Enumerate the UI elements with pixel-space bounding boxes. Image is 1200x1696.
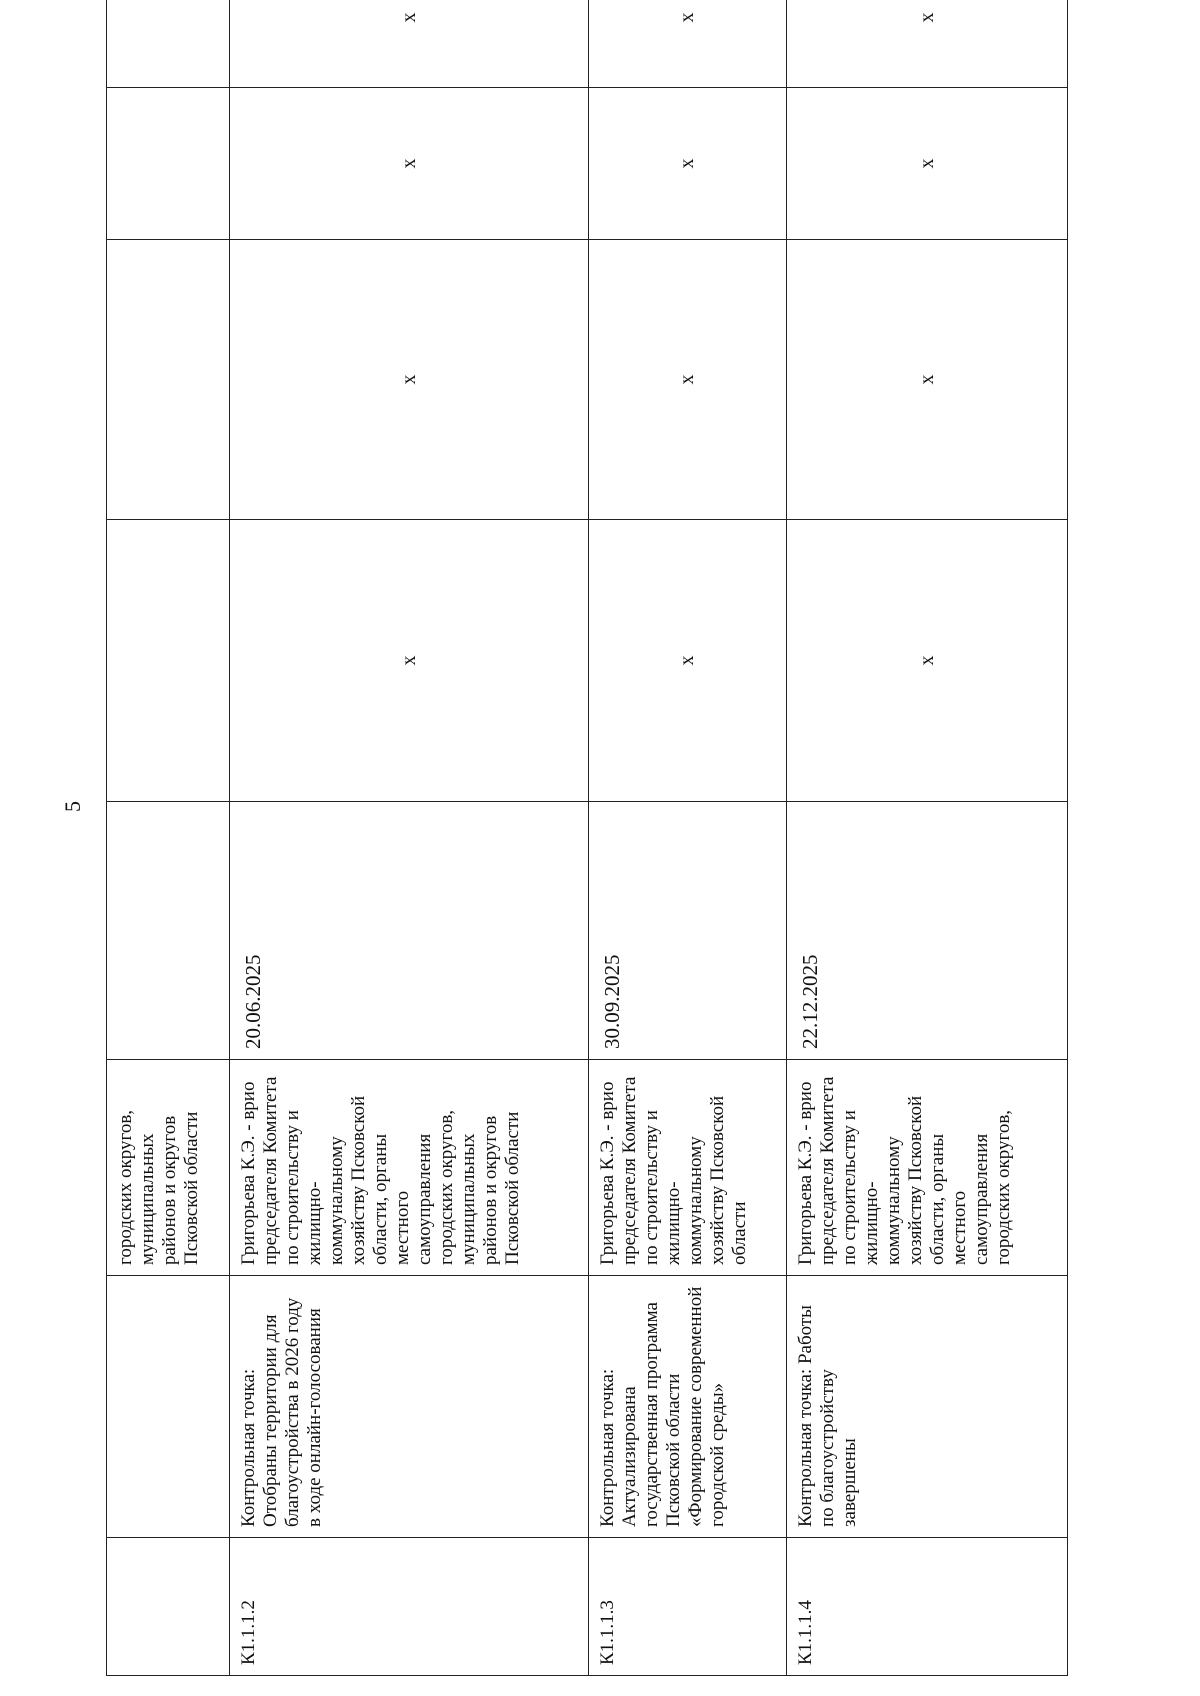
mark-cell: x bbox=[229, 520, 588, 802]
title-cell: Контрольная точка: Работы по благоустройству завершены bbox=[787, 1276, 1068, 1538]
mark-cell: x bbox=[787, 0, 1068, 88]
mark-cell: x bbox=[229, 240, 588, 520]
responsible-cell: Григорьева К.Э. - врио председателя Комитета по строительству и жилищно- коммунальному хозяйству Псковской области, органы местного самоуправления городских округов, муниципальных районов и округов Псковской области bbox=[229, 1060, 588, 1276]
page-number: 5 bbox=[60, 801, 85, 812]
title-cell bbox=[107, 1276, 230, 1538]
mark-cell: x bbox=[787, 88, 1068, 240]
date-cell: 20.06.2025 bbox=[229, 802, 588, 1060]
responsible-cell: Григорьева К.Э. - врио председателя Комитета по строительству и жилищно- коммунальному хозяйству Псковской области bbox=[588, 1060, 786, 1276]
mark-cell bbox=[107, 240, 230, 520]
mark-cell: x bbox=[229, 0, 588, 88]
code-cell: К1.1.1.3 bbox=[588, 1538, 786, 1676]
mark-cell: x bbox=[588, 240, 786, 520]
date-cell: 30.09.2025 bbox=[588, 802, 786, 1060]
title-cell: Контрольная точка: Отобраны территории для благоустройства в 2026 году в ходе онлайн-голосования bbox=[229, 1276, 588, 1538]
title-cell: Контрольная точка: Актуализирована государственная программа Псковской области «Формирование современной городской среды» bbox=[588, 1276, 786, 1538]
code-cell bbox=[107, 1538, 230, 1676]
date-cell bbox=[107, 802, 230, 1060]
responsible-cell: Григорьева К.Э. - врио председателя Комитета по строительству и жилищно- коммунальному хозяйству Псковской области, органы местного самоуправления городских округов, bbox=[787, 1060, 1068, 1276]
control-points-table bbox=[106, 0, 1068, 1676]
code-cell: К1.1.1.2 bbox=[229, 1538, 588, 1676]
mark-cell bbox=[107, 520, 230, 802]
table-row bbox=[787, 0, 1068, 1676]
date-cell: 22.12.2025 bbox=[787, 802, 1068, 1060]
mark-cell bbox=[107, 88, 230, 240]
mark-cell: x bbox=[787, 240, 1068, 520]
mark-cell: x bbox=[588, 88, 786, 240]
table-row bbox=[229, 0, 588, 1676]
table-row-continued bbox=[107, 0, 230, 1676]
mark-cell: x bbox=[787, 520, 1068, 802]
mark-cell: x bbox=[588, 0, 786, 88]
code-cell: К1.1.1.4 bbox=[787, 1538, 1068, 1676]
table-row bbox=[588, 0, 786, 1676]
mark-cell: x bbox=[229, 88, 588, 240]
mark-cell: x bbox=[588, 520, 786, 802]
responsible-cell: городских округов, муниципальных районов и округов Псковской области bbox=[107, 1060, 230, 1276]
mark-cell bbox=[107, 0, 230, 88]
